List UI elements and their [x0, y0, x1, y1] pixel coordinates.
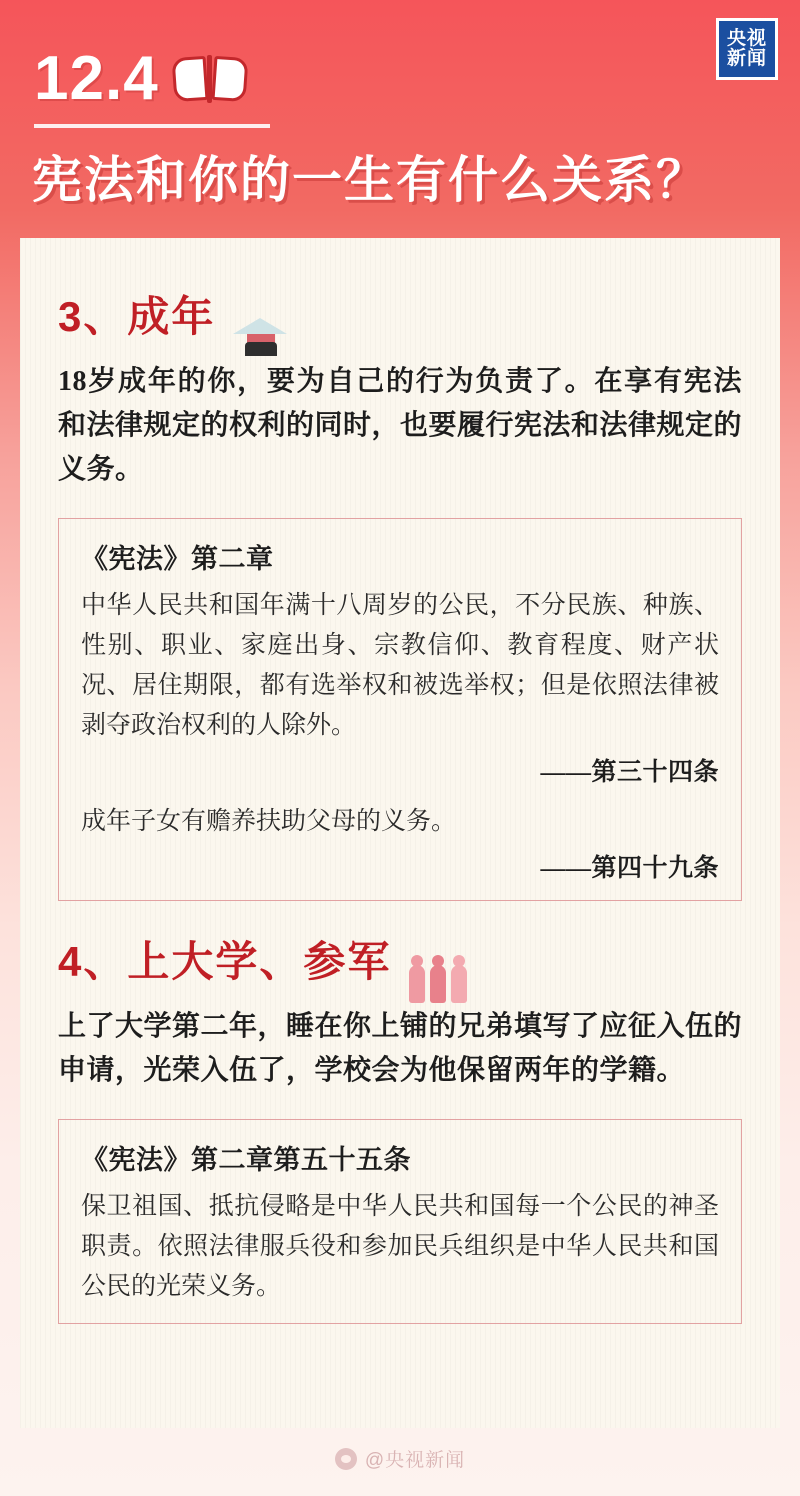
quote-title: 《宪法》第二章第五十五条: [81, 1145, 411, 1175]
quote-source: ——第三十四条: [540, 759, 719, 786]
section-heading: [58, 284, 742, 344]
footer-watermark: [0, 1445, 800, 1472]
watermark-text: @央视新闻: [364, 1450, 466, 1471]
section-body: 18岁成年的你，要为自己的行为负责了。在享有宪法和法律规定的权利的同时，也要履行宪法和法律规定的义务。: [58, 366, 743, 485]
header-divider: [34, 124, 270, 128]
section-college-military: [58, 929, 742, 1324]
poster-header: [0, 0, 800, 232]
quote-paragraph: 保卫祖国、抵抗侵略是中华人民共和国每一个公民的神圣职责。依照法律服兵役和参加民兵组织是中华人民共和国公民的光荣义务。: [81, 1193, 719, 1300]
book-icon: [173, 51, 247, 107]
weibo-icon: [335, 1448, 357, 1470]
section-heading: [58, 929, 742, 989]
logo-line-2: 新闻: [726, 48, 767, 69]
section-adulthood: [58, 284, 742, 901]
constitution-quote-box: [58, 1119, 742, 1324]
quote-paragraph: 中华人民共和国年满十八周岁的公民，不分民族、种族、性别、职业、家庭出身、宗教信仰、教育程度、财产状况、居住期限，都有选举权和被选举权；但是依照法律被剥夺政治权利的人除外。: [81, 592, 719, 739]
date-label: 12.4: [34, 44, 159, 113]
content-card: [20, 238, 780, 1428]
logo-line-1: 央视: [726, 28, 767, 50]
section-body: 上了大学第二年，睡在你上铺的兄弟填写了应征入伍的申请，光荣入伍了，学校会为他保留两年的学籍。: [58, 1011, 743, 1086]
section-heading-text: 3、成年: [58, 293, 216, 340]
page-title: 宪法和你的一生有什么关系？: [32, 152, 708, 208]
quote-title: 《宪法》第二章: [81, 544, 274, 574]
cctv-news-logo: [716, 18, 778, 80]
date-row: [34, 44, 247, 113]
quote-source: ——第四十九条: [540, 855, 719, 882]
constitution-quote-box: [58, 518, 742, 901]
section-heading-text: 4、上大学、参军: [58, 938, 392, 985]
quote-paragraph: 成年子女有赡养扶助父母的义务。: [81, 808, 457, 835]
